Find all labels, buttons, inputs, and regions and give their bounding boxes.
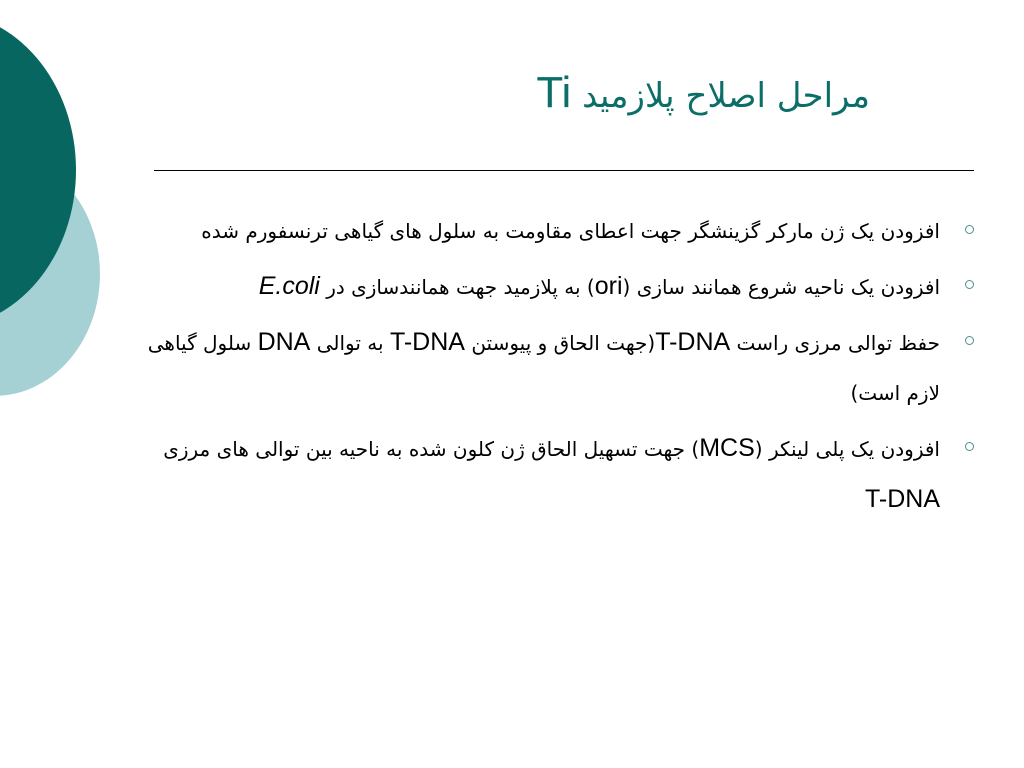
bullet-item-4 (136, 423, 976, 525)
bullet-3-term-dna: DNA (257, 328, 311, 356)
title-divider (154, 170, 974, 171)
title-text: مراحل اصلاح پلازمید (582, 76, 870, 116)
bullet-3-text-b: (جهت الحاق و پیوستن (464, 331, 656, 355)
slide-title (170, 64, 870, 121)
hollow-circle-bullet-icon (965, 225, 974, 234)
bullet-3-text-c: به توالی (310, 331, 390, 355)
bullet-list (136, 206, 976, 530)
bullet-2-term-ori: ori (594, 272, 623, 300)
bullet-3-text-a: حفظ توالی مرزی راست (730, 331, 940, 355)
hollow-circle-bullet-icon (965, 442, 974, 451)
bullet-3-term-tdna-1: T-DNA (655, 328, 731, 356)
bullet-2-text-b: ) به پلازمید جهت همانندسازی در (319, 275, 595, 299)
bullet-1-text: افزودن یک ژن مارکر گزینشگر جهت اعطای مقاومت به سلول های گیاهی ترنسفورم شده (201, 219, 940, 243)
bullet-item-1 (136, 206, 976, 256)
bullet-4-text-a: افزودن یک پلی لینکر ( (754, 437, 940, 461)
bullet-item-3 (136, 317, 976, 418)
bullet-3-term-tdna-2: T-DNA (389, 328, 465, 356)
bullet-4-term-tdna: T-DNA (865, 485, 940, 513)
hollow-circle-bullet-icon (965, 336, 974, 345)
bullet-4-text-b: ) جهت تسهیل الحاق ژن کلون شده به ناحیه بین توالی های مرزی (163, 437, 700, 461)
title-suffix: Ti (536, 68, 572, 117)
bullet-2-term-ecoli: E.coli (258, 272, 320, 300)
bullet-3-text-d: سلول گیاهی لازم است) (147, 331, 940, 405)
bullet-2-text-a: افزودن یک ناحیه شروع همانند سازی ( (622, 275, 940, 299)
bullet-4-term-mcs: MCS (699, 434, 755, 462)
bullet-item-2 (136, 261, 976, 312)
hollow-circle-bullet-icon (965, 280, 974, 289)
